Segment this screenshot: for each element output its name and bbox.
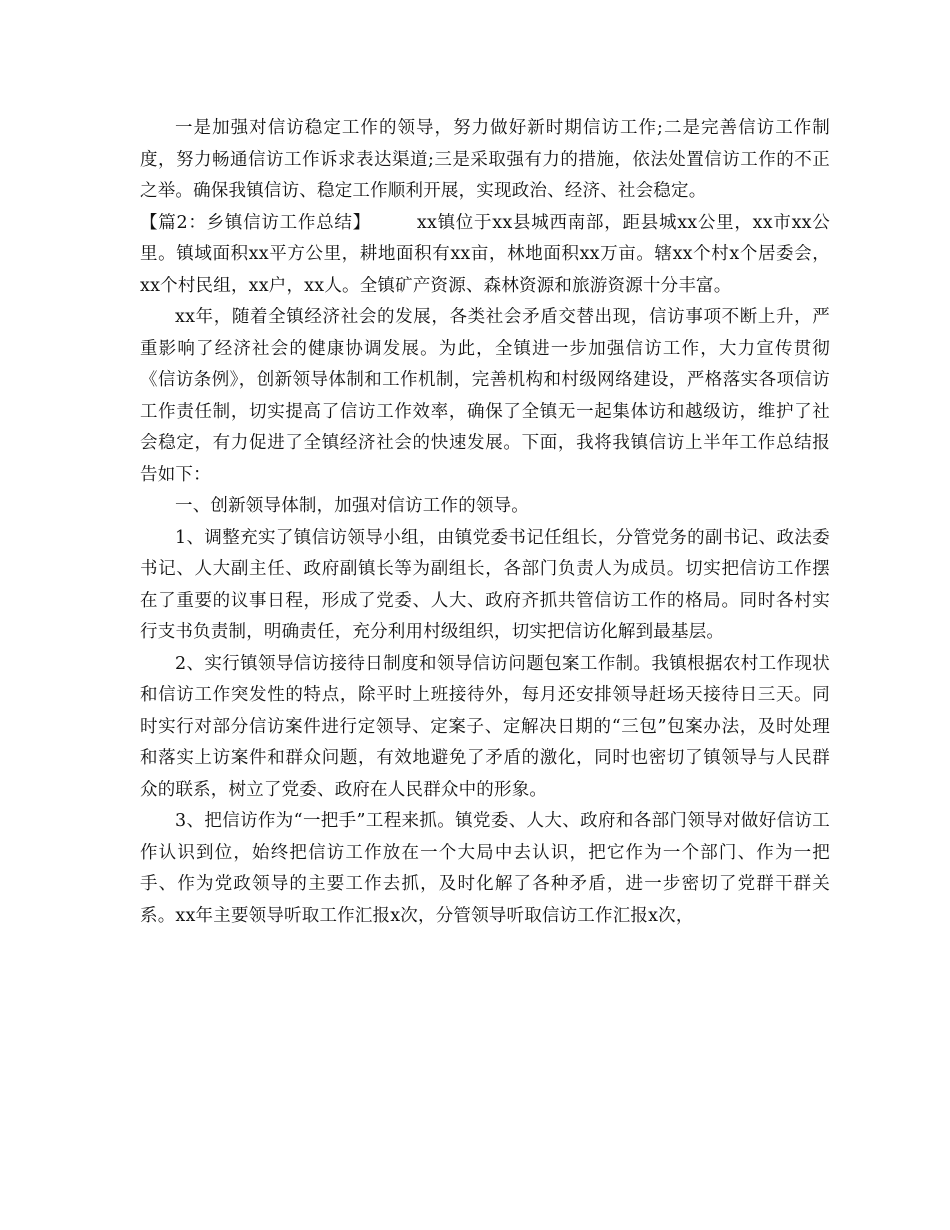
paragraph-annual-context: xx年，随着全镇经济社会的发展，各类社会矛盾交替出现，信访事项不断上升，严重影响了经济社会的健康协调发展。为此，全镇进一步加强信访工作，大力宣传贯彻《信访条例》，创新领导体制和工作机制，完善机构和村级网络建设，严格落实各项信访工作责任制，切实提高了信访工作效率，确保了全镇无一起集体访和越级访，维护了社会稳定，有力促进了全镇经济社会的快速发展。下面，我将我镇信访上半年工作总结报告如下：	[140, 307, 830, 485]
paragraph-leadership-summary: 一是加强对信访稳定工作的领导，努力做好新时期信访工作;二是完善信访工作制度，努力畅通信访工作诉求表达渠道;三是采取强有力的措施，依法处置信访工作的不正之举。确保我镇信访、稳定工作顺利开展，实现政治、经济、社会稳定。	[140, 118, 830, 201]
heading-section-one: 一、创新领导体制，加强对信访工作的领导。	[175, 496, 529, 516]
town-overview-text: xx镇位于xx县城西南部，距县城xx公里，xx市xx公里。镇域面积xx平方公里，耕地面积有xx亩，林地面积xx万亩。辖xx个村x个居委会，xx个村民组，xx户，xx人。全镇矿产资源、森林资源和旅游资源十分丰富。	[140, 212, 831, 296]
paragraph-item-1: 1、调整充实了镇信访领导小组，由镇党委书记任组长，分管党务的副书记、政法委书记、人大副主任、政府副镇长等为副组长，各部门负责人为成员。切实把信访工作摆在了重要的议事日程，形成了党委、人大、政府齐抓共管信访工作的格局。同时各村实行支书负责制，明确责任，充分利用村级组织，切实把信访化解到最基层。	[140, 527, 830, 642]
paragraph-town-overview	[140, 208, 830, 303]
document-page	[140, 113, 830, 932]
paragraph-item-3: 3、把信访作为“一把手”工程来抓。镇党委、人大、政府和各部门领导对做好信访工作认识到位，始终把信访工作放在一个大局中去认识，把它作为一个部门、作为一把手、作为党政领导的主要工作去抓，及时化解了各种矛盾，进一步密切了党群干群关系。xx年主要领导听取工作汇报x次，分管领导听取信访工作汇报x次，	[140, 811, 830, 926]
paragraph-item-2: 2、实行镇领导信访接待日制度和领导信访问题包案工作制。我镇根据农村工作现状和信访工作突发性的特点，除平时上班接待外，每月还安排领导赶场天接待日三天。同时实行对部分信访案件进行定领导、定案子、定解决日期的“三包”包案办法，及时处理和落实上访案件和群众问题，有效地避免了矛盾的激化，同时也密切了镇领导与人民群众的联系，树立了党委、政府在人民群众中的形象。	[140, 653, 830, 800]
section-title-part2: 【篇2：乡镇信访工作总结】	[140, 212, 371, 233]
